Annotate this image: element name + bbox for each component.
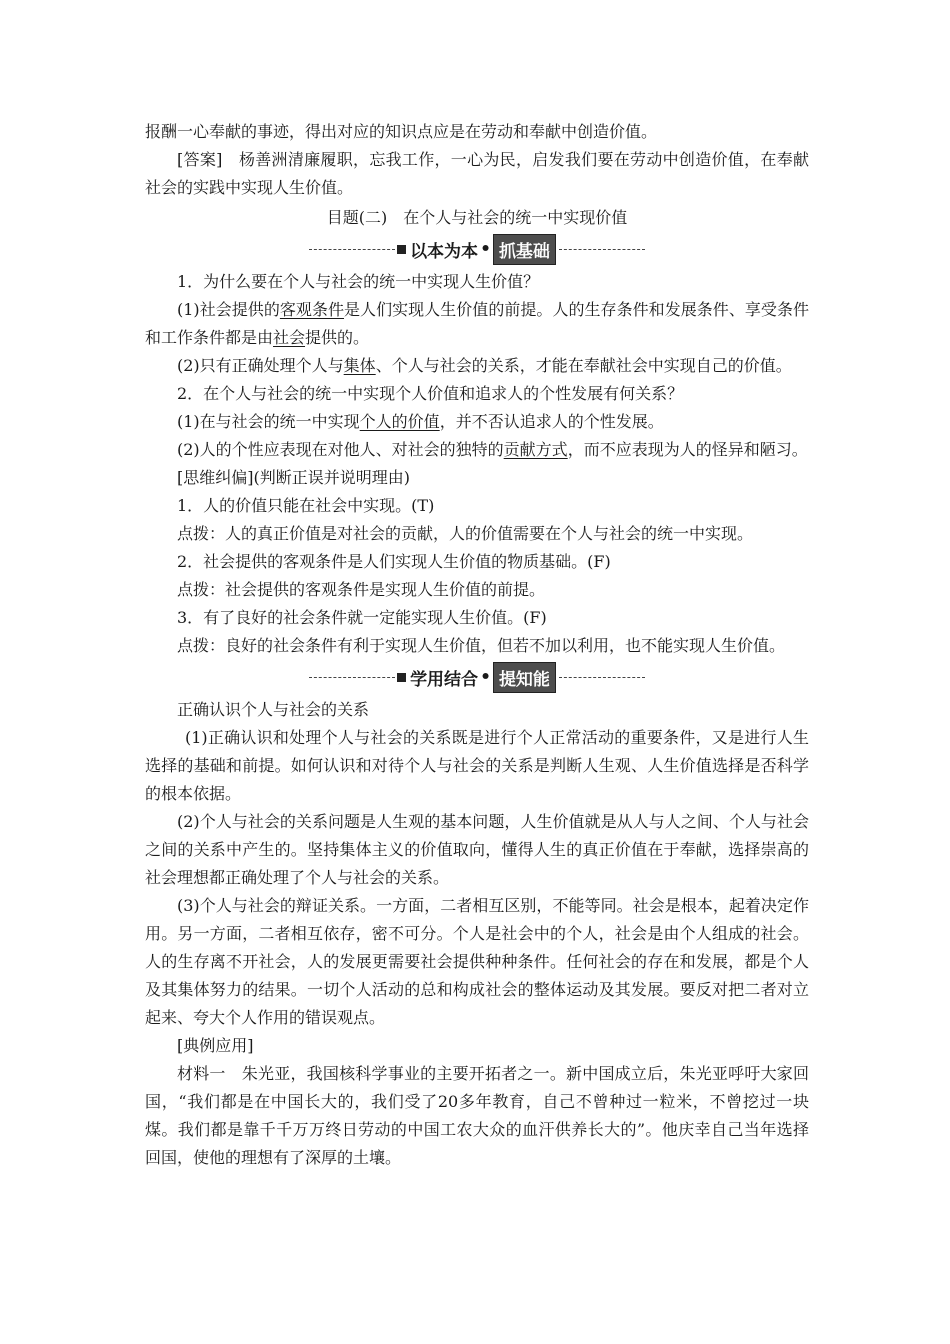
apply-paragraph: (1)正确认识和处理个人与社会的关系既是进行个人正常活动的重要条件，又是进行人生选择的基础和前提。如何认识和对待个人与社会的关系是判断人生观、人生价值选择是否科学的根本依据。: [145, 728, 809, 803]
judge-statement: 3．有了良好的社会条件就一定能实现人生价值。(F): [177, 608, 547, 627]
underlined-keyword: 贡献方式: [503, 440, 568, 459]
judge-statement: 1．人的价值只能在社会中实现。(T): [177, 496, 435, 515]
document-page: [145, 118, 809, 1172]
dashed-rule: [309, 677, 395, 678]
dashed-rule: [309, 249, 395, 250]
dashed-rule: [559, 677, 645, 678]
answer-line: (2)人的个性应表现在对他人、对社会的独特的贡献方式，而不应表现为人的怪异和陋习。: [177, 440, 808, 459]
judge-tip: 点拨：良好的社会条件有利于实现人生价值，但若不加以利用，也不能实现人生价值。: [177, 636, 786, 655]
section-dot: •: [480, 667, 491, 687]
apply-heading: 正确认识个人与社会的关系: [177, 700, 370, 719]
answer-line: (1)在与社会的统一中实现个人的价值，并不否认追求人的个性发展。: [177, 412, 664, 431]
judge-tip: 点拨：社会提供的客观条件是实现人生价值的前提。: [177, 580, 546, 599]
underlined-keyword: 社会: [273, 328, 306, 347]
square-bullet-icon: [397, 245, 406, 254]
judge-tip: 点拨：人的真正价值是对社会的贡献，人的价值需要在个人与社会的统一中实现。: [177, 524, 754, 543]
apply-paragraph: (2)个人与社会的关系问题是人生观的基本问题，人生价值就是从人与人之间、个人与社会之间的关系中产生的。坚持集体主义的价值取向，懂得人生的真正价值在于奉献，选择崇高的社会理想都正确处理了个人与社会的关系。: [145, 812, 809, 887]
square-bullet-icon: [397, 673, 406, 682]
underlined-keyword: 集体: [343, 356, 376, 375]
material-paragraph: 材料一 朱光亚，我国核科学事业的主要开拓者之一。新中国成立后，朱光亚呼吁大家回国，“我们都是在中国长大的，我们受了20多年教育，自己不曾种过一粒米，不曾挖过一块煤。我们都是靠千千万万终日劳动的中国工农大众的血汗供养长大的”。他庆幸自己当年选择回国，使他的理想有了深厚的土壤。: [145, 1064, 809, 1167]
answer-line: (2)只有正确处理个人与集体、个人与社会的关系，才能在奉献社会中实现自己的价值。: [177, 356, 792, 375]
topic-title: 目题(二) 在个人与社会的统一中实现价值: [326, 208, 628, 227]
judge-statement: 2．社会提供的客观条件是人们实现人生价值的物质基础。(F): [177, 552, 611, 571]
dashed-rule: [559, 249, 645, 250]
text-line: 报酬一心奉献的事迹，得出对应的知识点应是在劳动和奉献中创造价值。: [145, 122, 658, 141]
section-label: 学用结合: [410, 669, 479, 690]
section-header-apply: [145, 662, 809, 692]
answer-paragraph: [答案] 杨善洲清廉履职，忘我工作，一心为民，启发我们要在劳动中创造价值，在奉献社会的实践中实现人生价值。: [145, 150, 809, 197]
question: 2．在个人与社会的统一中实现个人价值和追求人的个性发展有何关系？: [177, 384, 684, 403]
example-heading: [典例应用]: [177, 1036, 254, 1055]
underlined-keyword: 客观条件: [279, 300, 345, 319]
section-badge: 提知能: [493, 662, 556, 693]
answer-line: (1)社会提供的客观条件是人们实现人生价值的前提。人的生存条件和发展条件、享受条件和工作条件都是由社会提供的。: [145, 300, 809, 347]
apply-paragraph: (3)个人与社会的辩证关系。一方面，二者相互区别，不能等同。社会是根本，起着决定作用。另一方面，二者相互依存，密不可分。个人是社会中的个人，社会是由个人组成的社会。人的生存离不开社会，人的发展更需要社会提供种种条件。任何社会的存在和发展，都是个人及其集体努力的结果。一切个人活动的总和构成社会的整体运动及其发展。要反对把二者对立起来、夸大个人作用的错误观点。: [145, 896, 809, 1027]
section-badge: 抓基础: [493, 234, 556, 265]
judge-heading: [思维纠偏](判断正误并说明理由): [177, 468, 410, 487]
section-header-basics: [145, 234, 809, 264]
section-dot: •: [480, 239, 491, 259]
section-label: 以本为本: [410, 241, 479, 262]
question: 1．为什么要在个人与社会的统一中实现人生价值？: [177, 272, 540, 291]
underlined-keyword: 个人的价值: [359, 412, 440, 431]
